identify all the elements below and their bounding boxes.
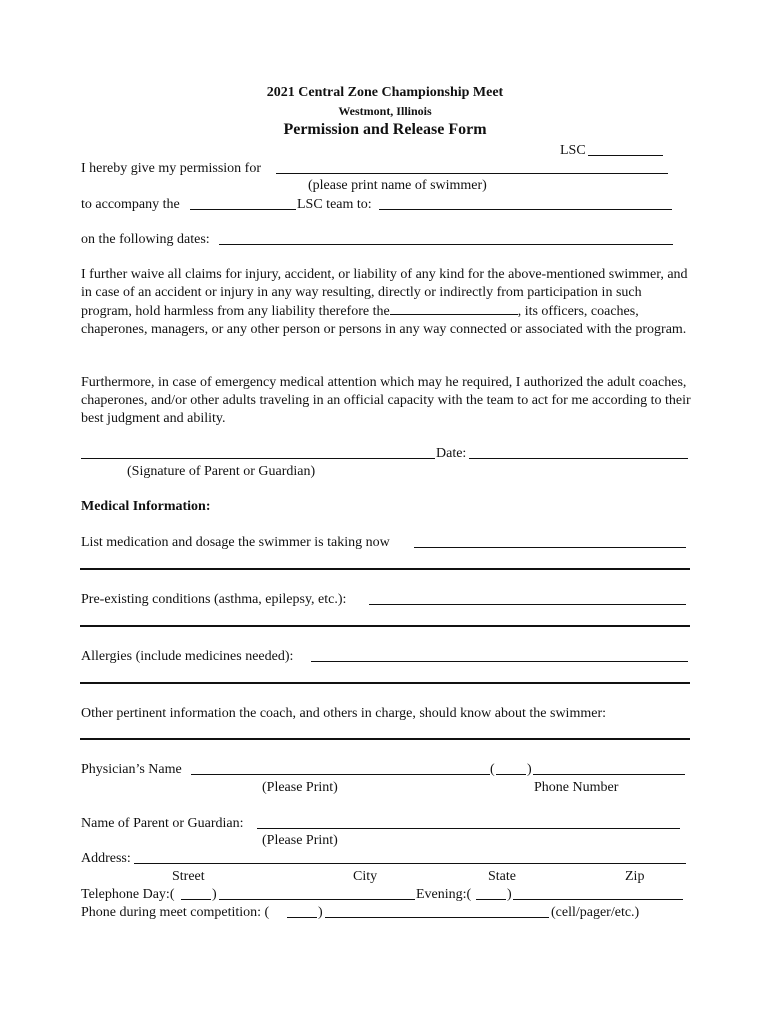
evening-label: Evening:( — [416, 887, 472, 902]
meet-paren-close: ) — [318, 905, 323, 920]
paren-close: ) — [527, 762, 532, 777]
physician-phone-field[interactable] — [533, 774, 685, 775]
day-phone-field[interactable] — [219, 899, 415, 900]
street-hint: Street — [172, 869, 205, 884]
medication-field[interactable] — [414, 547, 686, 548]
preexisting-extra-line[interactable] — [80, 625, 690, 627]
state-hint: State — [488, 869, 516, 884]
form-title: Permission and Release Form — [283, 121, 487, 138]
day-paren-close: ) — [212, 887, 217, 902]
signature-field[interactable] — [81, 458, 435, 459]
event-location: Westmont, Illinois — [338, 104, 432, 118]
phone-number-hint: Phone Number — [534, 780, 619, 795]
city-hint: City — [353, 869, 378, 884]
dates-label: on the following dates: — [81, 232, 210, 247]
accompany-label: to accompany the — [81, 197, 180, 212]
physician-area-code-field[interactable] — [496, 774, 526, 775]
other-info-label: Other pertinent information the coach, and others in charge, should know about the swimmer: — [81, 706, 606, 721]
physician-label: Physician’s Name — [81, 762, 182, 777]
preexisting-field[interactable] — [369, 604, 686, 605]
parent-label: Name of Parent or Guardian: — [81, 816, 244, 831]
day-area-code-field[interactable] — [181, 899, 211, 900]
telephone-day-label: Telephone Day:( — [81, 887, 175, 902]
date-label: Date: — [436, 446, 467, 461]
evening-area-code-field[interactable] — [476, 899, 506, 900]
physician-print-hint: (Please Print) — [262, 780, 338, 795]
organization-field[interactable] — [390, 302, 518, 315]
signature-hint: (Signature of Parent or Guardian) — [127, 464, 316, 479]
evening-paren-close: ) — [507, 887, 512, 902]
waiver-text-a: I further waive all claims for injury, accident, or liability of any kind for the above-mentioned swimmer, and in case of an accident or injury in any way resulting, directly or indirectly from participation in such program, hold harmless from any liability therefore the — [81, 267, 688, 319]
evening-phone-field[interactable] — [513, 899, 683, 900]
parent-print-hint: (Please Print) — [262, 833, 338, 848]
address-field[interactable] — [134, 863, 686, 864]
medical-heading: Medical Information: — [81, 499, 211, 514]
meet-area-code-field[interactable] — [287, 917, 317, 918]
dates-field[interactable] — [219, 244, 673, 245]
other-info-field[interactable] — [80, 738, 690, 740]
waiver-paragraph — [81, 266, 691, 339]
medication-label: List medication and dosage the swimmer is taking now — [81, 535, 390, 550]
allergies-label: Allergies (include medicines needed): — [81, 649, 294, 664]
address-label: Address: — [81, 851, 131, 866]
swimmer-name-field[interactable] — [276, 173, 668, 174]
meet-phone-field[interactable] — [325, 917, 549, 918]
cell-pager-hint: (cell/pager/etc.) — [551, 905, 640, 920]
lsc-team-field[interactable] — [190, 209, 296, 210]
print-name-hint: (please print name of swimmer) — [308, 178, 487, 193]
allergies-extra-line[interactable] — [80, 682, 690, 684]
physician-name-field[interactable] — [191, 774, 490, 775]
parent-name-field[interactable] — [257, 828, 680, 829]
waiver-text-b: , its officers, coaches, chaperones, managers, or any other person or persons in any way connected or associated with the program. — [81, 304, 687, 337]
allergies-field[interactable] — [311, 661, 688, 662]
lsc-field[interactable] — [588, 155, 663, 156]
event-title: 2021 Central Zone Championship Meet — [266, 85, 504, 100]
permission-label: I hereby give my permission for — [81, 161, 262, 176]
preexisting-label: Pre-existing conditions (asthma, epilepsy, etc.): — [81, 592, 347, 607]
lsc-team-to-label: LSC team to: — [297, 197, 372, 212]
medication-extra-line[interactable] — [80, 568, 690, 570]
zip-hint: Zip — [625, 869, 645, 884]
destination-field[interactable] — [379, 209, 672, 210]
lsc-label: LSC — [560, 143, 586, 158]
paren-open: ( — [490, 762, 495, 777]
emergency-paragraph: Furthermore, in case of emergency medical attention which may he required, I authorized the adult coaches, chaperones, and/or other adults traveling in an official capacity with the team to act for me according to their best judgment and ability. — [81, 375, 691, 426]
meet-phone-label: Phone during meet competition: ( — [81, 905, 270, 920]
date-field[interactable] — [469, 458, 688, 459]
